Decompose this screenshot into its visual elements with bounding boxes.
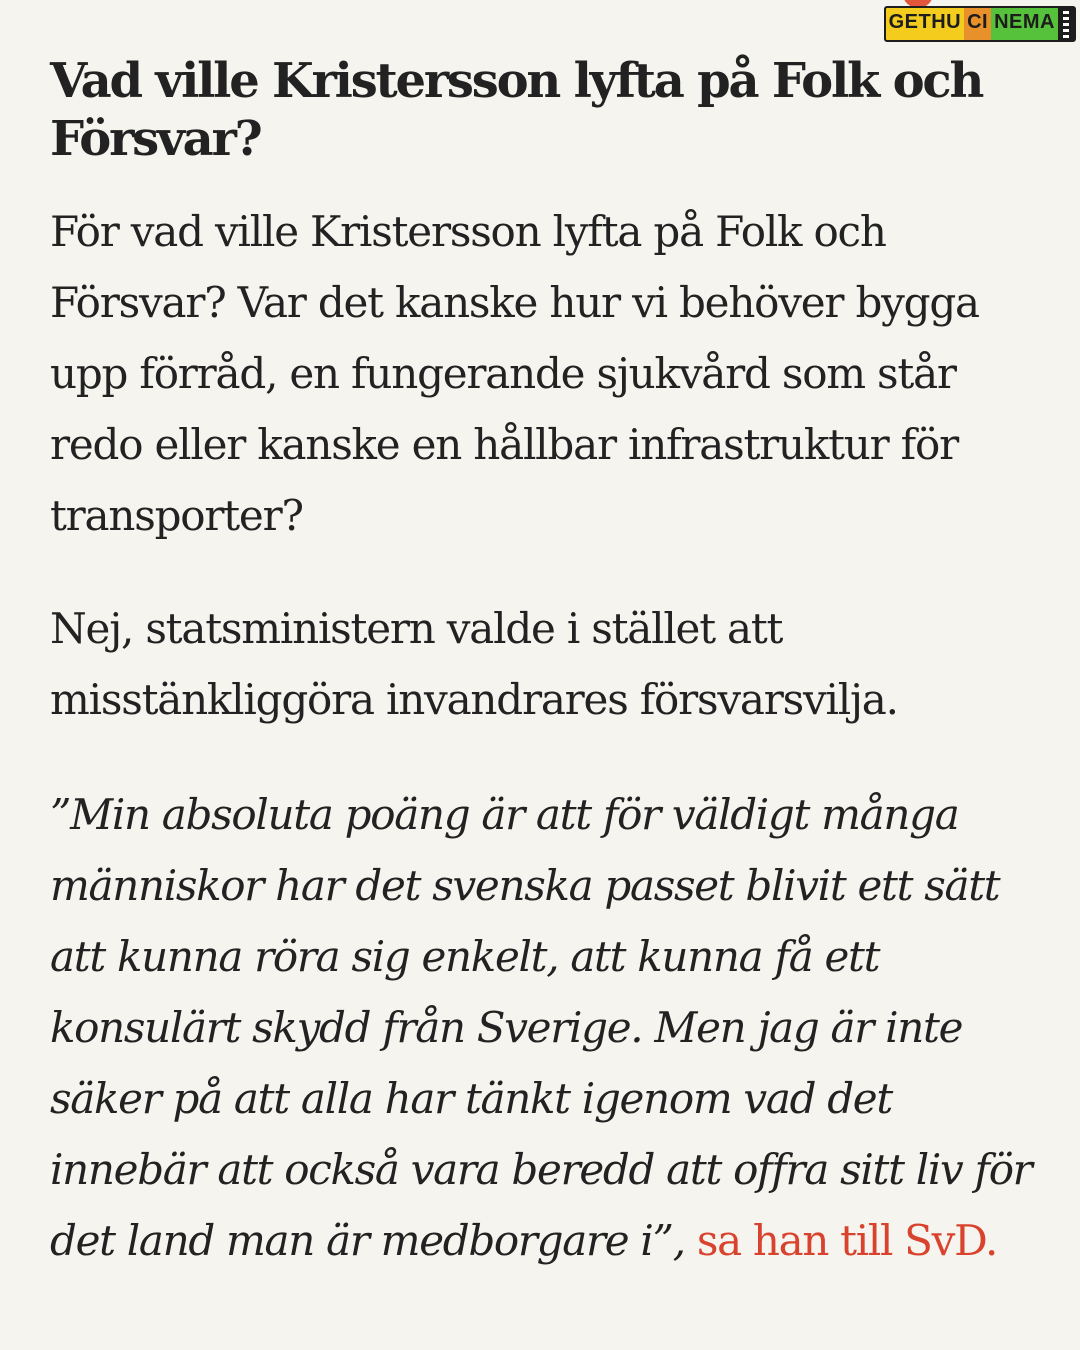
article-body xyxy=(50,52,1050,1276)
watermark-text-part: GETHU xyxy=(886,8,965,40)
quote-paragraph xyxy=(50,779,1050,1276)
watermark-logo xyxy=(884,6,1076,42)
article-headline: Vad ville Kristersson lyfta på Folk och Försvar? xyxy=(50,53,983,167)
film-strip-icon xyxy=(1058,8,1074,40)
source-link[interactable]: sa han till SvD. xyxy=(696,1216,998,1265)
article-paragraph-1: För vad ville Kristersson lyfta på Folk och Försvar? Var det kanske hur vi behöver bygga upp förråd, en fungerande sjukvård som står redo eller kanske en hållbar infrastruktur för transporter? xyxy=(50,207,979,540)
watermark-text-part: NEMA xyxy=(991,8,1058,40)
quote-text: ”Min absoluta poäng är att för väldigt många människor har det svenska passet blivit ett sätt att kunna röra sig enkelt, att kunna få ett konsulärt skydd från Sverige. Men jag är inte säker på att alla har tänkt igenom vad det innebär att också vara beredd att offra sitt liv för det land man är medborgare i”, xyxy=(50,790,1032,1265)
article-paragraph-2: Nej, statsministern valde i stället att misstänkliggöra invandrares försvarsvilja. xyxy=(50,604,898,724)
watermark-text-part: CI xyxy=(964,8,991,40)
